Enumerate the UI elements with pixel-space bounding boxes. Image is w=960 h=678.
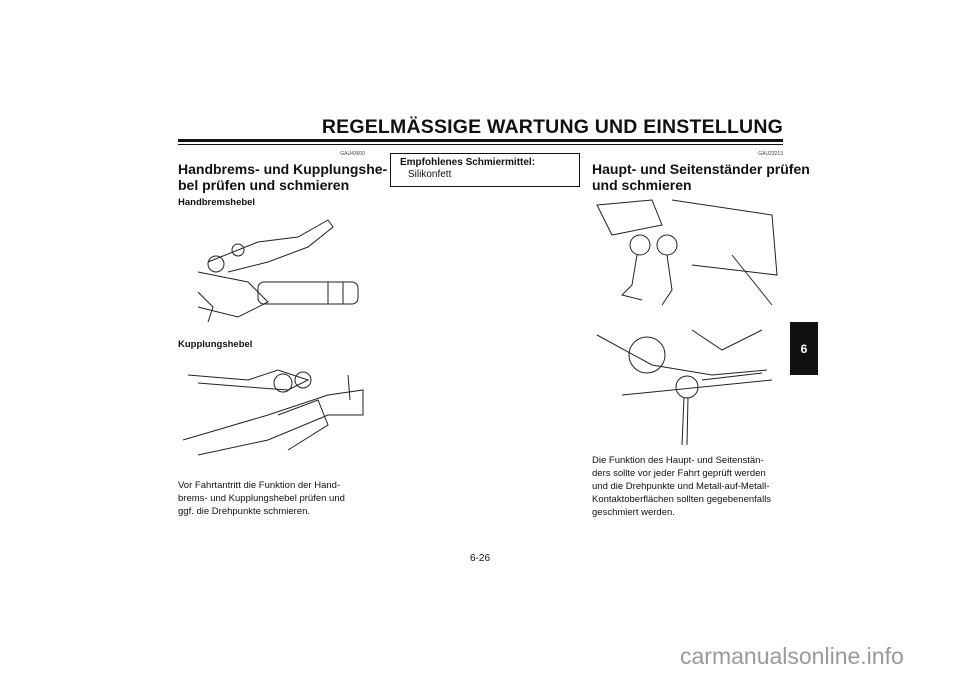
lubricant-value: Silikonfett <box>408 169 452 180</box>
watermark: carmanualsonline.info <box>680 643 904 669</box>
subheading-brake-lever: Handbremshebel <box>178 197 256 208</box>
heading-line: Haupt- und Seitenständer prüfen <box>592 161 810 177</box>
text-line: brems- und Kupplungshebel prüfen und <box>178 493 345 504</box>
text-line: ders sollte vor jeder Fahrt geprüft werden <box>592 468 766 479</box>
text-line: und die Drehpunkte und Metall-auf-Metall- <box>592 481 770 492</box>
heading-line: und schmieren <box>592 177 692 193</box>
center-stand-illustration <box>592 195 784 320</box>
chapter-tab: 6 <box>790 322 818 375</box>
brake-lever-illustration <box>178 212 368 325</box>
text-line: Die Funktion des Haupt- und Seitenstän- <box>592 455 764 466</box>
lubricant-note-box <box>390 153 580 187</box>
heading-line: bel prüfen und schmieren <box>178 177 350 193</box>
side-stand-illustration <box>592 325 784 450</box>
text-line: geschmiert werden. <box>592 507 675 518</box>
page-number: 6-26 <box>469 553 490 564</box>
clutch-lever-illustration <box>178 355 368 470</box>
header-rule-thin <box>178 144 783 145</box>
text-line: ggf. die Drehpunkte schmieren. <box>178 506 311 517</box>
text-line: Kontaktoberflächen sollten gegebenenfalls <box>592 494 772 505</box>
section-code: GAU23213 <box>758 151 783 157</box>
lubricant-label: Empfohlenes Schmiermittel: <box>400 157 536 168</box>
heading-line: Handbrems- und Kupplungshe- <box>178 161 388 177</box>
section-heading <box>178 161 387 193</box>
right-body-text <box>592 454 771 519</box>
page-title: REGELMÄSSIGE WARTUNG UND EINSTELLUNG <box>321 116 783 138</box>
section-heading <box>592 161 810 193</box>
subheading-clutch-lever: Kupplungshebel <box>178 339 253 350</box>
section-code: GAU43600 <box>340 151 365 157</box>
text-line: Vor Fahrtantritt die Funktion der Hand- <box>178 480 341 491</box>
left-body-text <box>178 479 345 518</box>
header-rule <box>178 139 783 142</box>
